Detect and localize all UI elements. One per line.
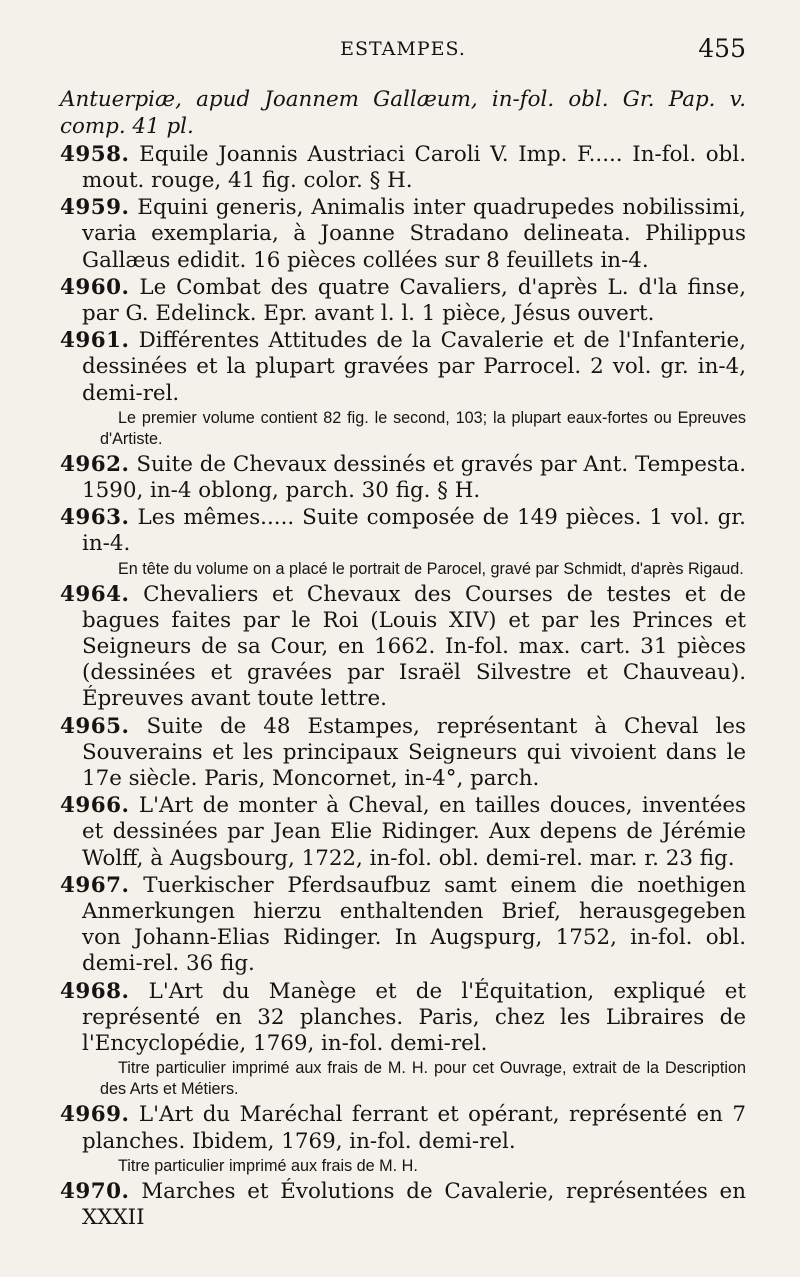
entry-4968: 4968. L'Art du Manège et de l'Équitation, expliqué et représenté en 32 planches. Paris, chez les Libraires de l'Encyclopédie, 1769, in-fol. demi-rel. <box>60 978 746 1057</box>
note-4969: Titre particulier imprimé aux frais de M. H. <box>118 1156 418 1175</box>
continued-entry: Antuerpiæ, apud Joannem Gallæum, in-fol. obl. Gr. Pap. v. comp. 41 pl. <box>60 87 746 139</box>
entry-4962: 4962. Suite de Chevaux dessinés et gravés par Ant. Tempesta. 1590, in-4 oblong, parch. 30 fig. § H. <box>60 451 746 504</box>
entry-4966: 4966. L'Art de monter à Cheval, en tailles douces, inventées et dessinées par Jean Elie Ridinger. Aux depens de Jérémie Wolff, à Augsbourg, 1722, in-fol. obl. demi-rel. mar. r. 23 fig. <box>60 793 746 871</box>
entry-4963: 4963. Les mêmes..... Suite composée de 149 pièces. 1 vol. gr. in-4. <box>60 505 746 557</box>
entry-4965: 4965. Suite de 48 Estampes, représentant à Cheval les Souverains et les principaux Seigneurs qui vivoient dans le 17e siècle. Paris, Moncornet, in-4°, parch. <box>60 713 746 792</box>
note-4968: Titre particulier imprimé aux frais de M. H. pour cet Ouvrage, extrait de la Description des Arts et Métiers. <box>100 1059 746 1099</box>
section-title: ESTAMPES. <box>340 38 466 60</box>
entry-4969: 4969. L'Art du Maréchal ferrant et opérant, représenté en 7 planches. Ibidem, 1769, in-fol. demi-rel. <box>60 1102 746 1154</box>
entry-4960: 4960. Le Combat des quatre Cavaliers, d'après L. d'la finse, par G. Edelinck. Epr. avant l. l. 1 pièce, Jésus ouvert. <box>60 274 746 327</box>
entry-4959: 4959. Equini generis, Animalis inter quadrupedes nobilissimi, varia exemplaria, à Joanne Stradano delineata. Philippus Gallæus edidit. 16 pièces collées sur 8 feuillets in-4. <box>60 195 746 273</box>
entry-4961: 4961. Différentes Attitudes de la Cavalerie et de l'Infanterie, dessinées et la plupart gravées par Parrocel. 2 vol. gr. in-4, demi-rel. <box>60 328 746 406</box>
entry-4964: 4964. Chevaliers et Chevaux des Courses de testes et de bagues faites par le Roi (Louis XIV) et par les Princes et Seigneurs de sa Cour, en 1662. In-fol. max. cart. 31 pièces (dessinées et gravées par Israël Silvestre et Chauveau). Épreuves avant toute lettre. <box>60 581 746 712</box>
entry-4958: 4958. Equile Joannis Austriaci Caroli V. Imp. F..... In-fol. obl. mout. rouge, 41 fig. color. § H. <box>60 141 746 193</box>
entry-4967: 4967. Tuerkischer Pferdsaufbuz samt einem die noethigen Anmerkungen hierzu enthaltenden Brief, herausgegeben von Johann-Elias Ridinger. In Augspurg, 1752, in-fol. obl. demi-rel. 36 fig. <box>60 872 746 977</box>
running-header <box>60 34 746 64</box>
catalog-text <box>60 66 746 1232</box>
note-4963: En tête du volume on a placé le portrait de Parocel, gravé par Schmidt, d'après Rigaud. <box>118 559 744 578</box>
note-4961: Le premier volume contient 82 fig. le second, 103; la plupart eaux-fortes ou Epreuves d'Artiste. <box>100 408 746 448</box>
entry-4970: 4970. Marches et Évolutions de Cavalerie, représentées en XXXII <box>60 1178 746 1230</box>
page-number: 455 <box>698 34 746 63</box>
